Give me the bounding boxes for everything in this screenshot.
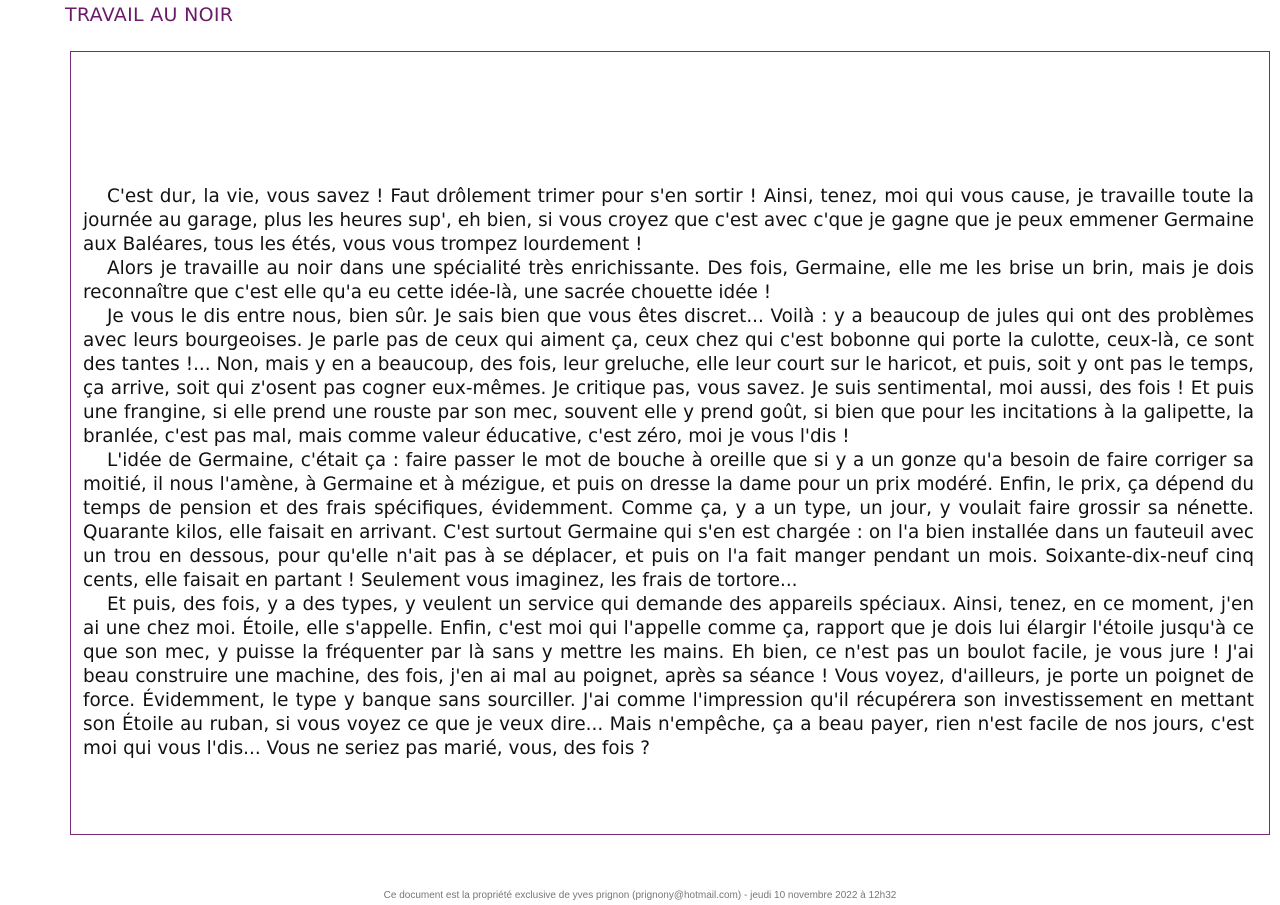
paragraph: Et puis, des fois, y a des types, y veulent un service qui demande des appareils spéciaux. Ainsi, tenez, en ce moment, j'en ai une chez moi. Étoile, elle s'appelle. Enfin, c'est moi qui l'appelle comme ça, rapport que je dois lui élargir l'étoile jusqu'à ce que son mec, y puisse la fréquenter par là sans y mettre les mains. Eh bien, ce n'est pas un boulot facile, je vous jure ! J'ai beau construire une machine, des fois, j'en ai mal au poignet, après sa séance ! Vous voyez, d'ailleurs, je porte un poignet de force. Évidemment, le type y banque sans sourciller. J'ai comme l'impression qu'il récupérera son investissement en mettant son Étoile au ruban, si vous voyez ce que je veux dire... Mais n'empêche, ça a beau payer, rien n'est facile de nos jours, c'est moi qui vous l'dis... Vous ne seriez pas marié, vous, des fois ?	[83, 594, 1254, 759]
paragraph: L'idée de Germaine, c'était ça : faire passer le mot de bouche à oreille que si y a un gonze qu'a besoin de faire corriger sa moitié, il nous l'amène, à Germaine et à mézigue, et puis on dresse la dame pour un prix modéré. Enfin, le prix, ça dépend du temps de pension et des frais spécifiques, évidemment. Comme ça, y a un type, un jour, y voulait faire grossir sa nénette. Quarante kilos, elle faisait en arrivant. C'est surtout Germaine qui s'en est chargée : on l'a bien installée dans un fauteuil avec un trou en dessous, pour qu'elle n'ait pas à se déplacer, et puis on l'a fait manger pendant un mois. Soixante-dix-neuf cinq cents, elle faisait en partant ! Seulement vous imaginez, les frais de tortore...	[83, 450, 1254, 591]
paragraph: C'est dur, la vie, vous savez ! Faut drôlement trimer pour s'en sortir ! Ainsi, tenez, moi qui vous cause, je travaille toute la journée au garage, plus les heures sup', eh bien, si vous croyez que c'est avec c'que je gagne que je peux emmener Germaine aux Baléares, tous les étés, vous vous trompez lourdement !	[83, 186, 1254, 255]
paragraph: Je vous le dis entre nous, bien sûr. Je sais bien que vous êtes discret... Voilà : y a beaucoup de jules qui ont des problèmes avec leurs bourgeoises. Je parle pas de ceux qui aiment ça, ceux chez qui c'est bobonne qui porte la culotte, ceux-là, ce sont des tantes !... Non, mais y en a beaucoup, des fois, leur greluche, elle leur court sur le haricot, et puis, soit y ont pas le temps, ça arrive, soit qui z'osent pas cogner eux-mêmes. Je critique pas, vous savez. Je suis sentimental, moi aussi, des fois ! Et puis une frangine, si elle prend une rouste par son mec, souvent elle y prend goût, si bien que pour les incitations à la galipette, la branlée, c'est pas mal, mais comme valeur éducative, c'est zéro, moi je vous l'dis !	[83, 306, 1254, 447]
copyright-footer: Ce document est la propriété exclusive de yves prignon (prignony@hotmail.com) - jeudi 10 novembre 2022 à 12h32	[383, 890, 897, 901]
paragraph: Alors je travaille au noir dans une spécialité très enrichissante. Des fois, Germaine, elle me les brise un brin, mais je dois reconnaître que c'est elle qu'a eu cette idée-là, une sacrée chouette idée !	[83, 258, 1254, 303]
page-title: TRAVAIL AU NOIR	[65, 4, 234, 26]
story-text	[83, 185, 1254, 761]
